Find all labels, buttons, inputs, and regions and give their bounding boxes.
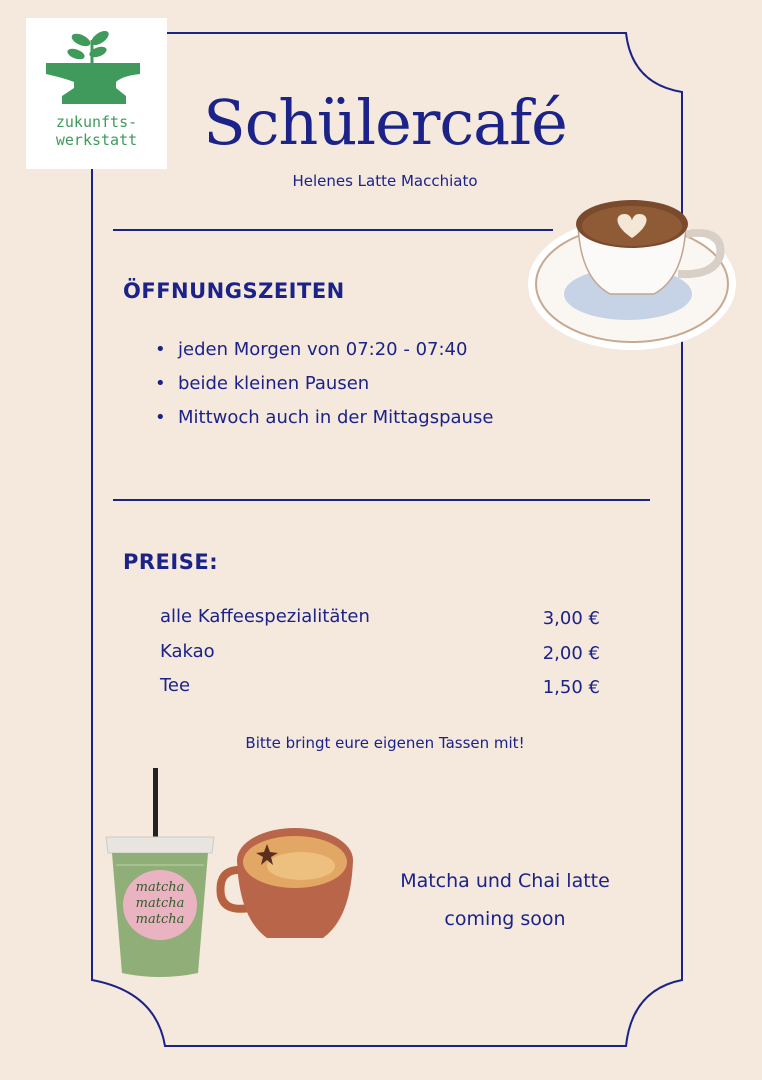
list-item: • Mittwoch auch in der Mittagspause <box>155 406 493 440</box>
price-row <box>160 641 600 671</box>
page-title: Schülercafé <box>203 86 567 159</box>
coming-soon-line1: Matcha und Chai latte <box>400 870 610 892</box>
bring-cups-note: Bitte bringt eure eigenen Tassen mit! <box>245 734 525 752</box>
page-subtitle: Helenes Latte Macchiato <box>292 172 478 190</box>
latte-cup-illustration <box>528 186 740 356</box>
list-item: • jeden Morgen von 07:20 - 07:40 <box>155 338 493 372</box>
price-item-value: 3,00 € <box>542 608 600 629</box>
anvil-plant-icon <box>26 18 167 113</box>
price-row <box>160 675 600 705</box>
divider-middle <box>113 499 650 501</box>
price-item-name: alle Kaffeespezialitäten <box>160 606 370 627</box>
matcha-label-text: matcha <box>135 896 185 911</box>
matcha-cup-illustration <box>100 765 220 985</box>
chai-cup-illustration <box>215 822 360 947</box>
price-item-name: Kakao <box>160 641 215 662</box>
price-row <box>160 606 600 636</box>
matcha-label-text: matcha <box>135 912 185 927</box>
opening-hours-list <box>155 338 493 440</box>
price-item-value: 1,50 € <box>542 677 600 698</box>
logo-text-line2: werkstatt <box>55 131 138 149</box>
price-item-name: Tee <box>160 675 191 696</box>
price-item-value: 2,00 € <box>542 643 600 664</box>
opening-hours-heading: ÖFFNUNGSZEITEN <box>123 279 345 303</box>
prices-heading: PREISE: <box>123 550 219 574</box>
zukunftswerkstatt-logo <box>26 18 167 169</box>
list-item: • beide kleinen Pausen <box>155 372 493 406</box>
logo-text-line1: zukunfts- <box>55 113 138 131</box>
coming-soon-line2: coming soon <box>444 908 566 930</box>
matcha-label-text: matcha <box>135 880 185 895</box>
divider-top <box>113 229 553 231</box>
